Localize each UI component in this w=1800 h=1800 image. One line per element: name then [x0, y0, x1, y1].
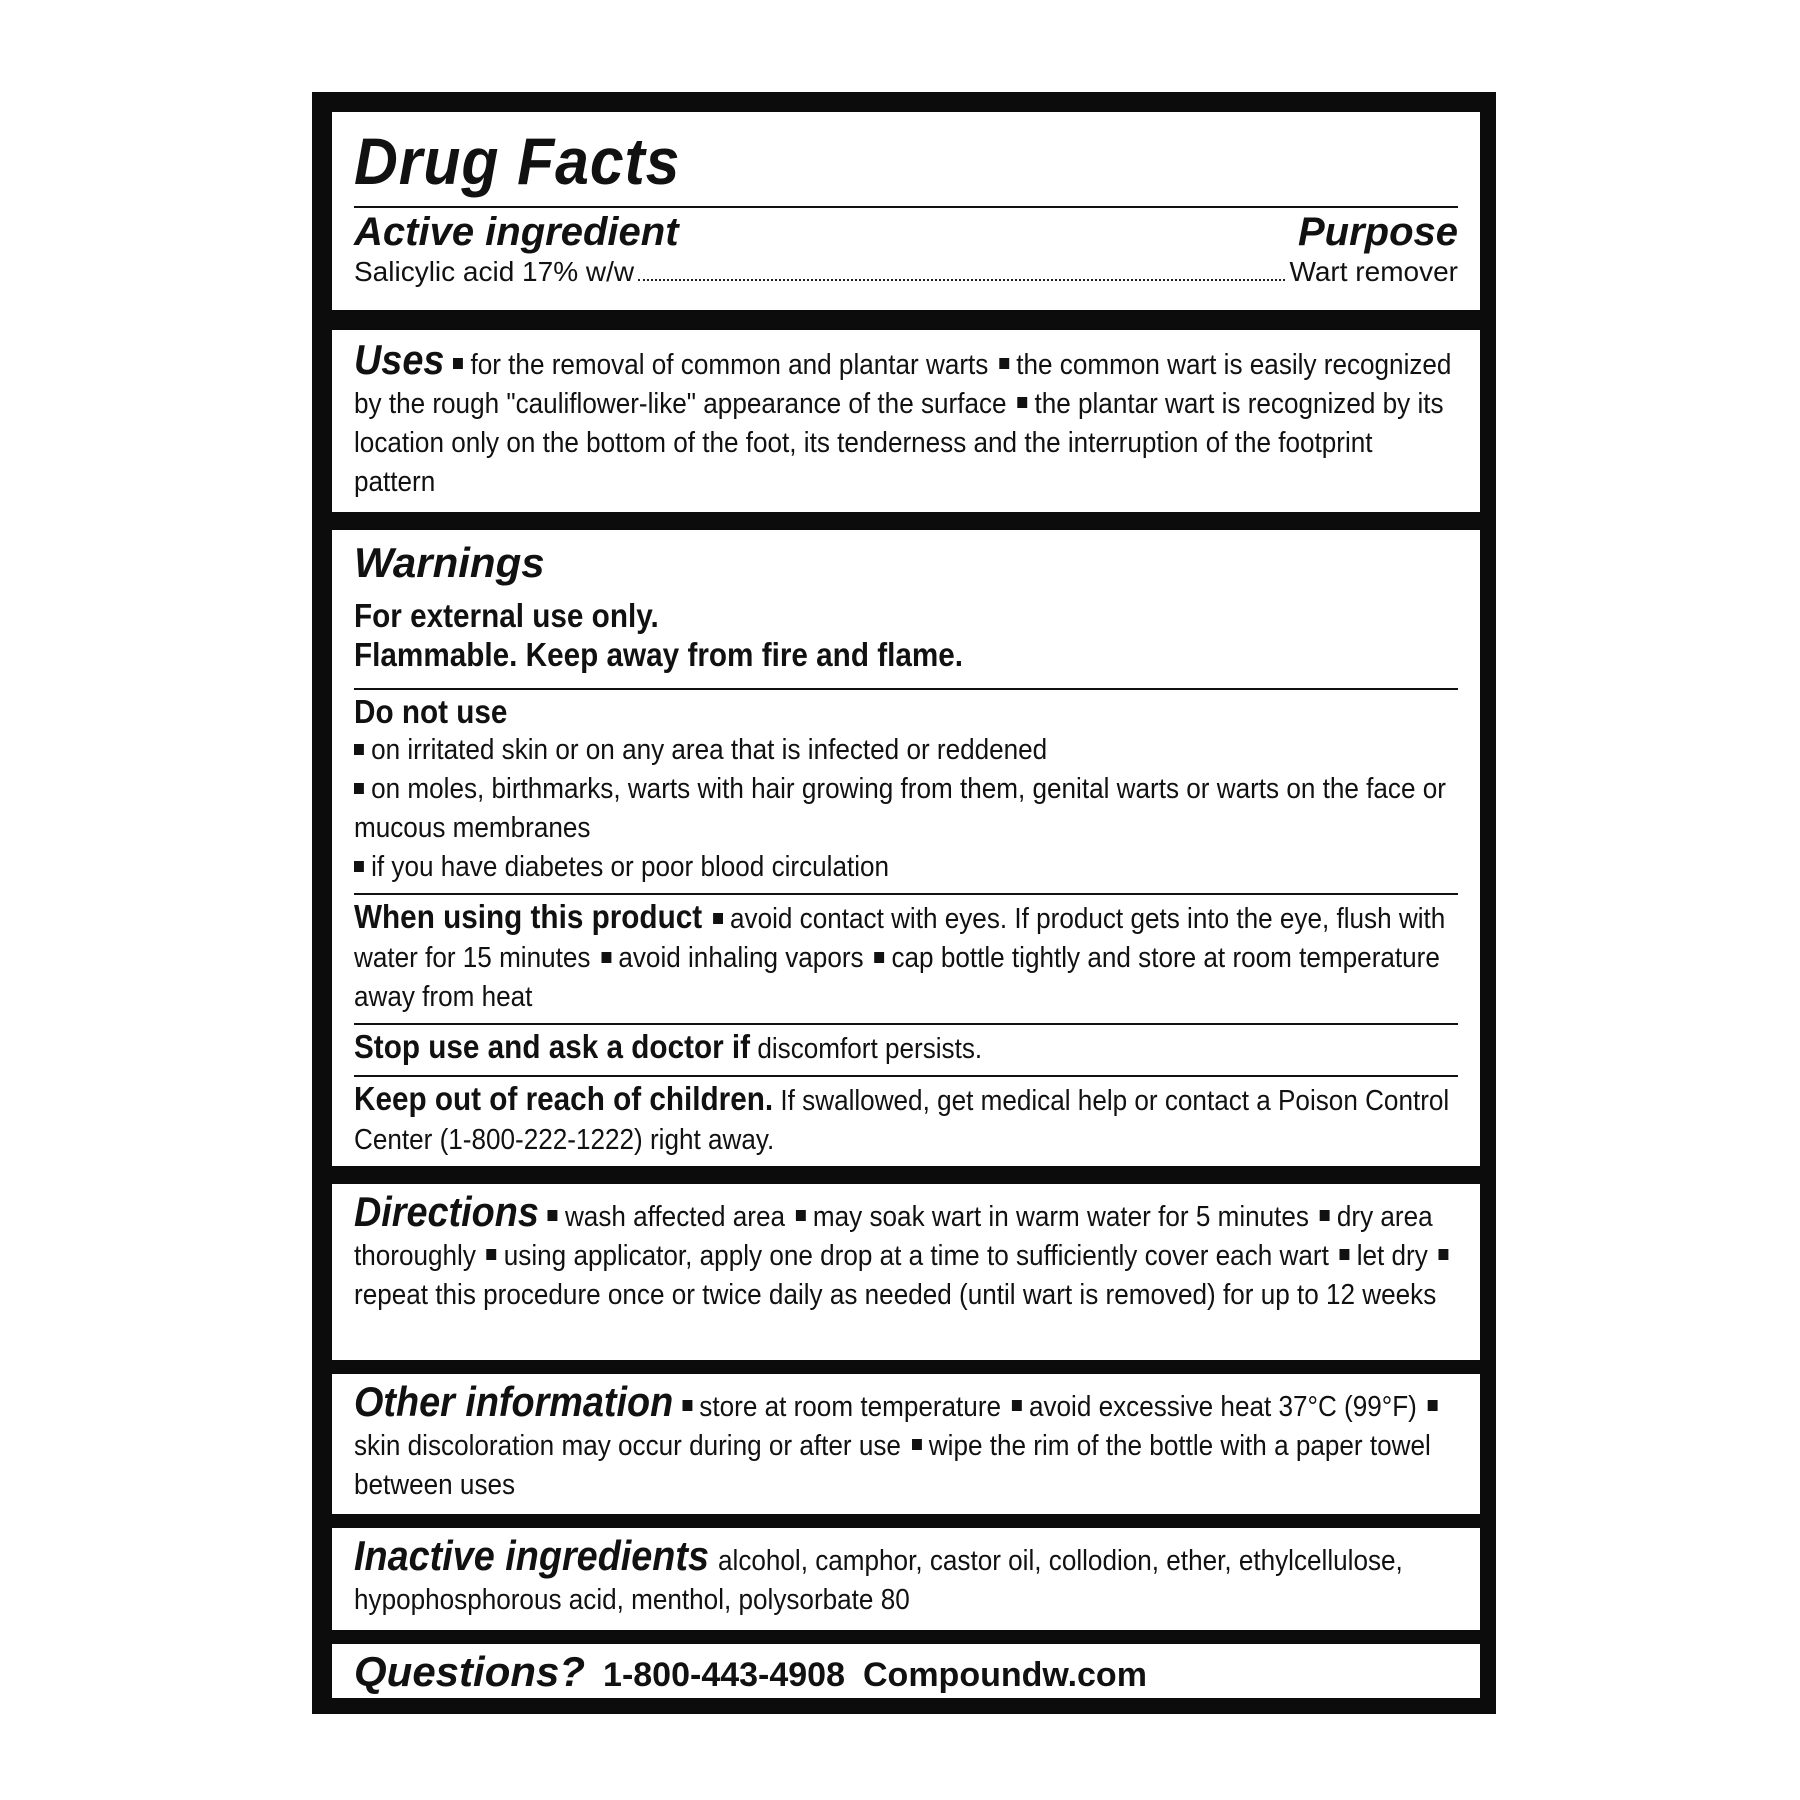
directions-item: wash affected area — [564, 1201, 786, 1233]
bullet-icon — [354, 861, 364, 872]
bullet-icon — [713, 913, 723, 924]
active-heading-row — [354, 210, 1458, 254]
keep-out-text: If swallowed, get medical help or contact a Poison Control Center (1-800-222-1222) right away. — [354, 1085, 1450, 1157]
directions-panel — [332, 1184, 1480, 1360]
uses-panel — [332, 330, 1480, 512]
purpose-heading: Purpose — [1297, 210, 1458, 254]
directions-item: repeat this procedure once or twice daily as needed (until wart is removed) for up to 12 weeks — [354, 1279, 1437, 1311]
bullet-icon — [1012, 1400, 1022, 1411]
stop-use-text: discomfort persists. — [757, 1033, 983, 1066]
directions-item: dry area thoroughly — [354, 1201, 1433, 1272]
bullet-icon — [1017, 397, 1027, 408]
do-not-use-item — [354, 848, 1457, 887]
warnings-panel — [332, 530, 1480, 1166]
uses-heading: Uses — [354, 336, 445, 383]
directions-item: let dry — [1356, 1240, 1428, 1272]
bullet-icon — [1428, 1400, 1438, 1411]
active-ingredient-name: Salicylic acid 17% w/w — [354, 256, 635, 287]
active-ingredient-purpose: Wart remover — [1289, 256, 1458, 287]
inactive-ingredients-list: alcohol, camphor, castor oil, collodion, ether, ethylcellulose, hypophosphorous acid, menthol, polysorbate 80 — [354, 1545, 1403, 1616]
other-information-text — [354, 1378, 1457, 1505]
bullet-icon — [1439, 1249, 1449, 1260]
flammable-text: Flammable. Keep away from fire and flame. — [354, 636, 964, 674]
bullet-icon — [874, 952, 884, 963]
uses-text — [354, 336, 1457, 502]
bullet-icon — [487, 1249, 497, 1260]
bullet-icon — [354, 783, 364, 794]
when-using-section — [354, 895, 1457, 1017]
other-item: wipe the rim of the bottle with a paper towel between uses — [354, 1430, 1431, 1501]
active-ingredient-heading: Active ingredient — [354, 210, 679, 254]
directions-text — [354, 1188, 1457, 1315]
bullet-icon — [453, 358, 463, 369]
do-not-use-section — [354, 690, 1457, 887]
warnings-heading: Warnings — [354, 539, 545, 586]
questions-panel — [332, 1644, 1480, 1698]
other-item: skin discoloration may occur during or after use — [354, 1430, 901, 1462]
bullet-icon — [682, 1400, 692, 1411]
keep-out-heading: Keep out of reach of children. — [354, 1080, 774, 1118]
inactive-ingredients-heading: Inactive ingredients — [354, 1532, 710, 1579]
drug-facts-title: Drug Facts — [354, 124, 681, 198]
when-using-item: avoid inhaling vapors — [618, 942, 864, 975]
questions-website[interactable]: Compoundw.com — [863, 1656, 1147, 1694]
other-information-heading: Other information — [354, 1378, 674, 1425]
bullet-icon — [354, 744, 364, 755]
questions-line — [354, 1648, 1458, 1696]
external-use-text: For external use only. — [354, 597, 659, 635]
active-ingredient-row — [354, 254, 1458, 289]
uses-item: the common wart is easily recognized by the rough "cauliflower-like" appearance of the surface — [354, 349, 1452, 420]
bullet-icon — [912, 1439, 922, 1450]
other-information-panel — [332, 1374, 1480, 1514]
stop-use-heading: Stop use and ask a doctor if — [354, 1028, 751, 1066]
do-not-use-item — [354, 770, 1457, 848]
when-using-item: cap bottle tightly and store at room temperature away from heat — [354, 942, 1440, 1014]
stop-use-section — [354, 1025, 1457, 1069]
do-not-use-item-text: on moles, birthmarks, warts with hair growing from them, genital warts or warts on the face or mucous membranes — [354, 773, 1446, 845]
do-not-use-heading: Do not use — [354, 693, 508, 731]
questions-heading: Questions? — [354, 1648, 586, 1695]
drug-facts-label — [312, 92, 1496, 1714]
active-ingredient-panel — [332, 112, 1480, 310]
dot-leader — [638, 279, 1285, 281]
directions-heading: Directions — [354, 1188, 539, 1235]
warnings-general — [354, 596, 1457, 674]
uses-item: the plantar wart is recognized by its location only on the bottom of the foot, its tenderness and the interruption of the footprint pattern — [354, 388, 1444, 498]
other-item: avoid excessive heat 37°C (99°F) — [1028, 1391, 1417, 1423]
do-not-use-item-text: on irritated skin or on any area that is infected or reddened — [371, 734, 1048, 767]
when-using-item: avoid contact with eyes. If product gets into the eye, flush with water for 15 minutes — [354, 903, 1446, 975]
when-using-heading: When using this product — [354, 898, 703, 936]
title-rule — [354, 206, 1458, 208]
inactive-ingredients-text — [354, 1532, 1457, 1620]
bullet-icon — [601, 952, 611, 963]
other-item: store at room temperature — [699, 1391, 1002, 1423]
directions-item: using applicator, apply one drop at a time to sufficiently cover each wart — [503, 1240, 1329, 1272]
uses-item: for the removal of common and plantar warts — [470, 349, 989, 381]
bullet-icon — [1320, 1210, 1330, 1221]
directions-item: may soak wart in warm water for 5 minutes — [812, 1201, 1309, 1233]
do-not-use-item — [354, 731, 1457, 770]
inactive-ingredients-panel — [332, 1528, 1480, 1630]
bullet-icon — [999, 358, 1009, 369]
do-not-use-item-text: if you have diabetes or poor blood circulation — [371, 851, 890, 884]
bullet-icon — [1340, 1249, 1350, 1260]
keep-out-section — [354, 1077, 1457, 1160]
questions-phone[interactable]: 1-800-443-4908 — [603, 1656, 845, 1694]
bullet-icon — [796, 1210, 806, 1221]
bullet-icon — [548, 1210, 558, 1221]
